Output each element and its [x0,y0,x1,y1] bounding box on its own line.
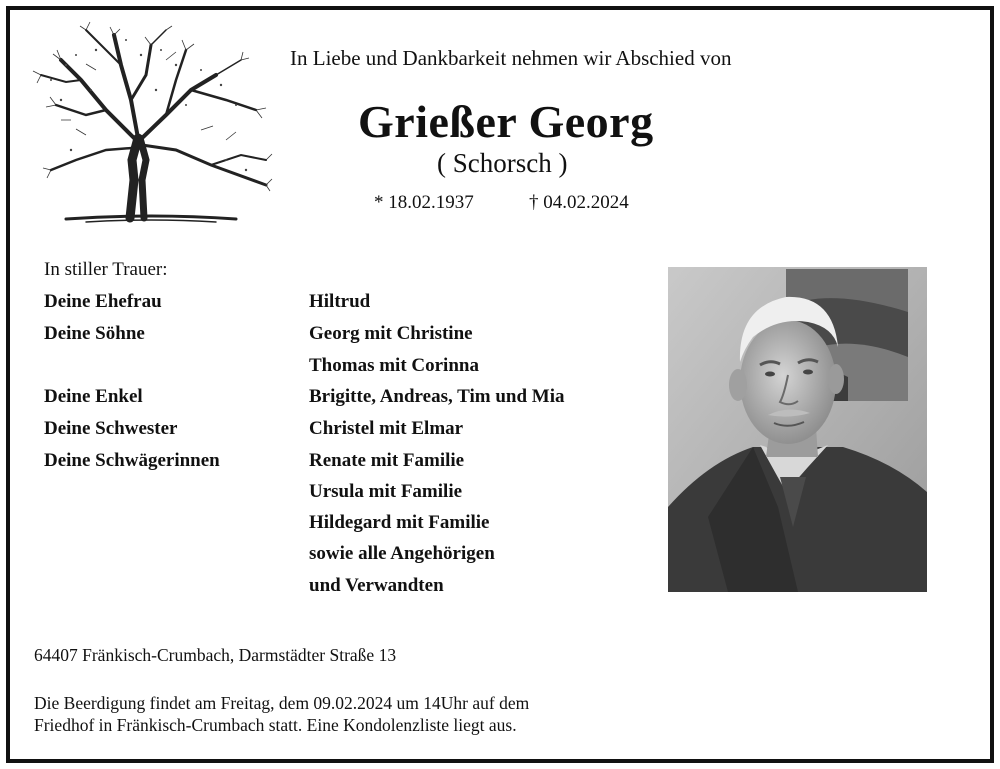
mourners-heading: In stiller Trauer: [44,259,168,280]
funeral-line: Friedhof in Fränkisch-Crumbach statt. Eine Kondolenzliste liegt aus. [34,715,517,735]
mourner-names: Ursula mit Familie [309,481,463,502]
portrait-photo [668,267,927,592]
deceased-nickname: ( Schorsch ) [437,148,568,178]
address: 64407 Fränkisch-Crumbach, Darmstädter Straße 13 [34,645,397,665]
mourner-names: Renate mit Familie [309,450,465,471]
mourner-relation: Deine Schwester [44,418,178,439]
mourner-relation: Deine Söhne [44,323,145,344]
birth-date: * 18.02.1937 [374,192,474,213]
death-date: † 04.02.2024 [529,192,629,213]
mourner-names: Hildegard mit Familie [309,512,490,533]
mourner-relation: Deine Enkel [44,386,143,407]
intro-text: In Liebe und Dankbarkeit nehmen wir Abschied von [290,46,732,70]
funeral-line: Die Beerdigung findet am Freitag, dem 09.02.2024 um 14Uhr auf dem [34,693,530,713]
mourner-names: Georg mit Christine [309,323,473,344]
mourner-names: Hiltrud [309,291,371,312]
deceased-name: Grießer Georg [358,96,654,147]
mourner-names: und Verwandten [309,575,444,596]
funeral-notice [34,692,529,736]
mourner-relation: Deine Ehefrau [44,291,162,312]
mourner-names: Thomas mit Corinna [309,355,479,376]
tree-illustration [26,20,276,226]
mourner-names: sowie alle Angehörigen [309,543,495,564]
mourner-names: Christel mit Elmar [309,418,464,439]
mourner-names: Brigitte, Andreas, Tim und Mia [309,386,565,407]
mourner-relation: Deine Schwägerinnen [44,450,220,471]
